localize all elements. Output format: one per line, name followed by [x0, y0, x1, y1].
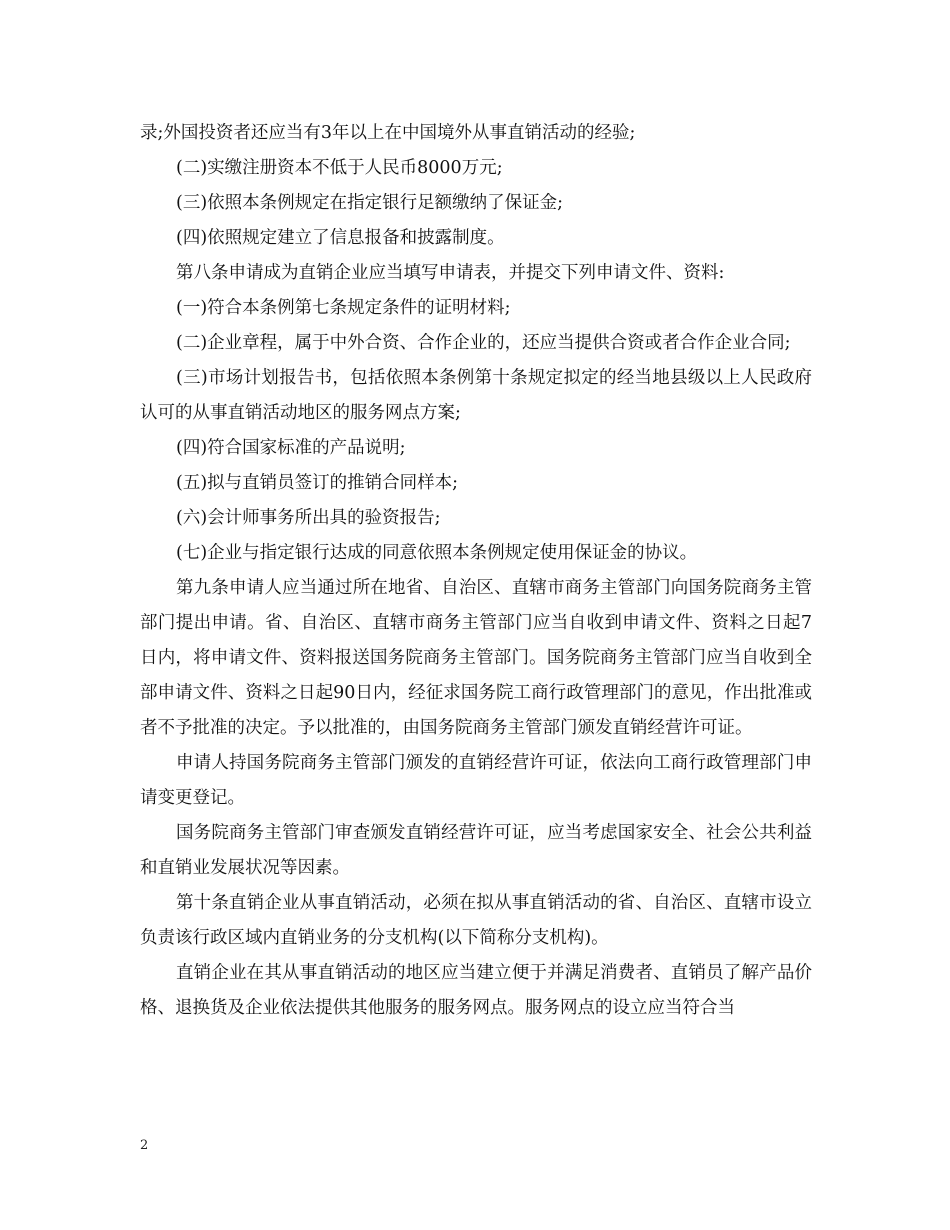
paragraph: (四)依照规定建立了信息报备和披露制度。 [176, 228, 505, 248]
paragraph: (三)市场计划报告书，包括依照本条例第十条规定拟定的经当地县级以上人民政府认可的从事直销活动地区的服务网点方案; [140, 368, 812, 423]
paragraph: 第九条申请人应当通过所在地省、自治区、直辖市商务主管部门向国务院商务主管部门提出申请。省、自治区、直辖市商务主管部门应当自收到申请文件、资料之日起7日内，将申请文件、资料报送国务院商务主管部门。国务院商务主管部门应当自收到全部申请文件、资料之日起90日内，经征求国务院工商行政管理部门的意见，作出批准或者不予批准的决定。予以批准的，由国务院商务主管部门颁发直销经营许可证。 [140, 578, 812, 738]
paragraph: 第八条申请成为直销企业应当填写申请表，并提交下列申请文件、资料: [176, 263, 725, 283]
paragraph: (六)会计师事务所出具的验资报告; [176, 508, 441, 528]
paragraph: 直销企业在其从事直销活动的地区应当建立便于并满足消费者、直销员了解产品价格、退换货及企业依法提供其他服务的服务网点。服务网点的设立应当符合当 [140, 963, 812, 1018]
paragraph: 录;外国投资者还应当有3年以上在中国境外从事直销活动的经验; [140, 123, 636, 143]
document-body [140, 116, 812, 1026]
paragraph: (二)企业章程，属于中外合资、合作企业的，还应当提供合资或者合作企业合同; [176, 333, 791, 353]
paragraph: (四)符合国家标准的产品说明; [176, 438, 406, 458]
paragraph: 第十条直销企业从事直销活动，必须在拟从事直销活动的省、自治区、直辖市设立负责该行政区域内直销业务的分支机构(以下简称分支机构)。 [140, 893, 812, 948]
paragraph: (二)实缴注册资本不低于人民币8000万元; [176, 158, 503, 178]
paragraph: (一)符合本条例第七条规定条件的证明材料; [176, 298, 511, 318]
page-number: 2 [140, 1138, 149, 1153]
paragraph: (五)拟与直销员签订的推销合同样本; [176, 473, 459, 493]
paragraph: 申请人持国务院商务主管部门颁发的直销经营许可证，依法向工商行政管理部门申请变更登记。 [140, 753, 812, 808]
paragraph: (七)企业与指定银行达成的同意依照本条例规定使用保证金的协议。 [176, 543, 698, 563]
paragraph: (三)依照本条例规定在指定银行足额缴纳了保证金; [176, 193, 564, 213]
paragraph: 国务院商务主管部门审查颁发直销经营许可证，应当考虑国家安全、社会公共利益和直销业发展状况等因素。 [140, 823, 812, 878]
